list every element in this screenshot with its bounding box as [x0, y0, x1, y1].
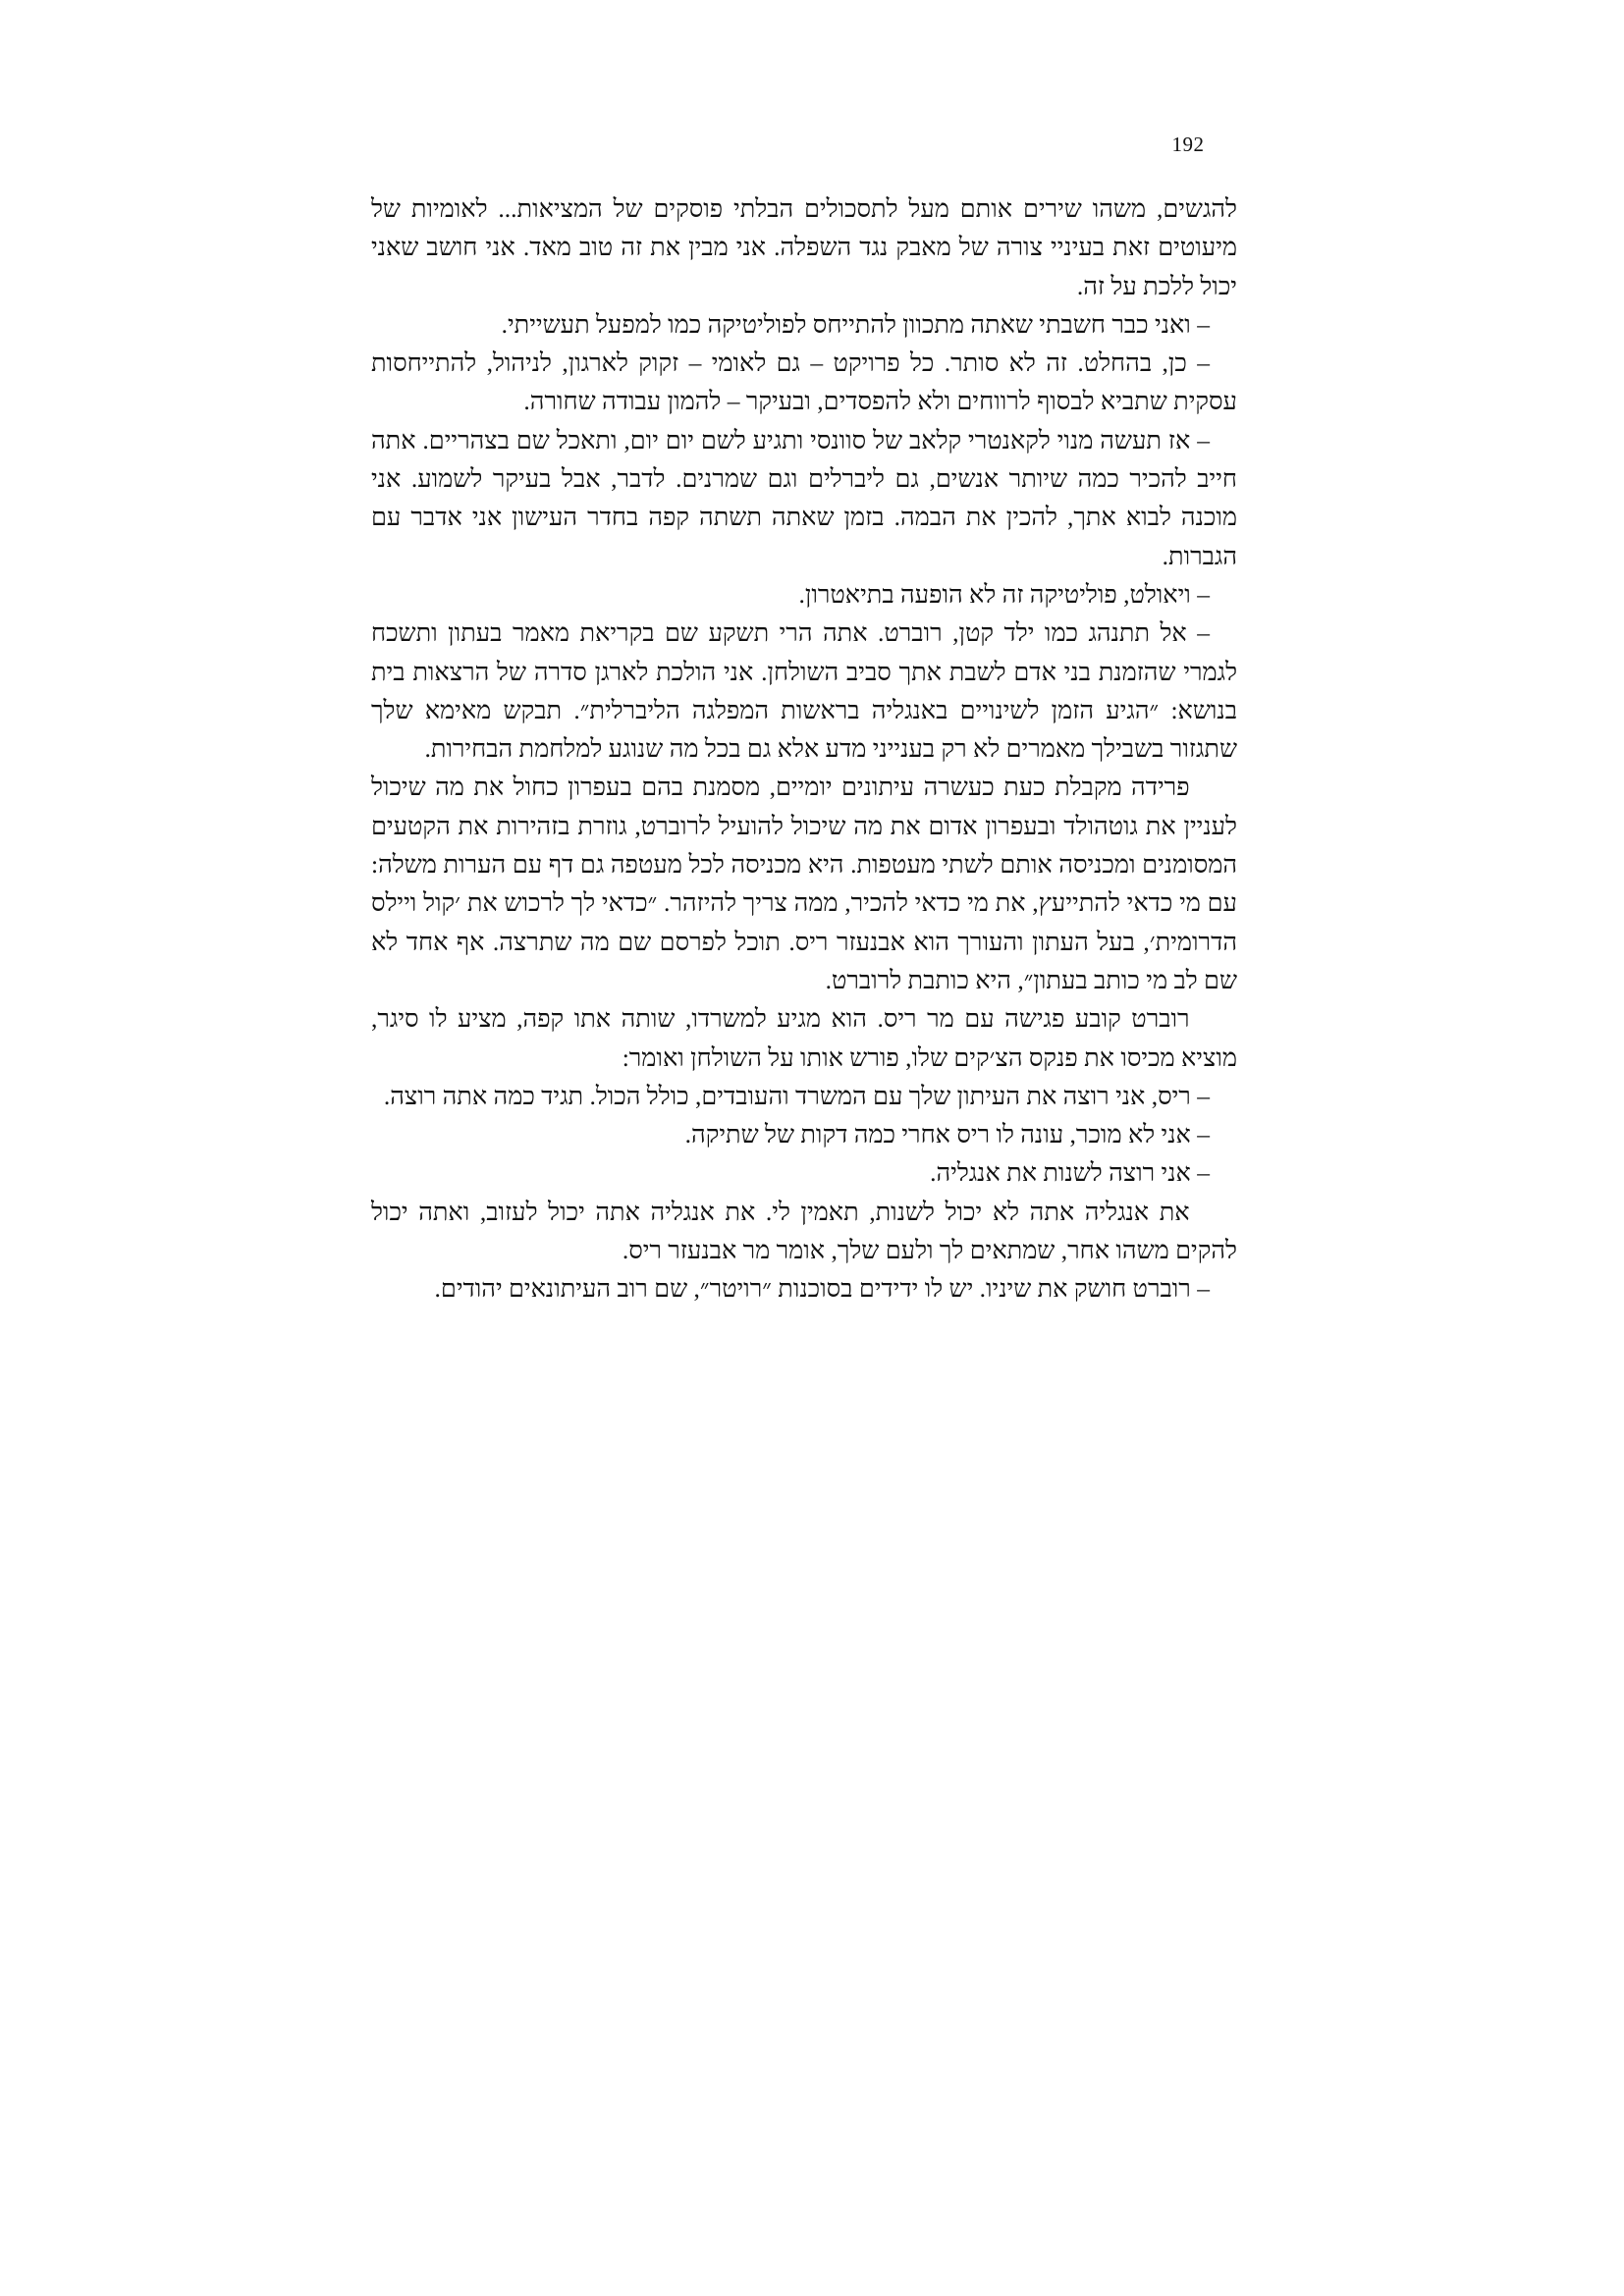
page-number: 192: [1171, 133, 1205, 156]
paragraph: את אנגליה אתה לא יכול לשנות, תאמין לי. את אנגליה אתה יכול לעזוב, ואתה יכול להקים משהו אחר, שמתאים לך ולעם שלך, אומר מר אבנעזר ריס.: [371, 1197, 1237, 1265]
paragraph: – ואני כבר חשבתי שאתה מתכוון להתייחס לפוליטיקה כמו למפעל תעשייתי.: [501, 309, 1210, 339]
paragraph: להגשים, משהו שירים אותם מעל לתסכולים הבלתי פוסקים של המציאות... לאומיות של מיעוטים זאת בעיניי צורה של מאבק נגד השפלה. אני מבין את זה טוב מאד. אני חושב שאני יכול ללכת על זה.: [371, 194, 1237, 300]
paragraph: רוברט קובע פגישה עם מר ריס. הוא מגיע למשרדו, שותה אתו קפה, מציע לו סיגר, מוציא מכיסו את פנקס הצ׳קים שלו, פורש אותו על השולחן ואומר:: [371, 1004, 1237, 1072]
main-text: [371, 189, 1237, 1308]
paragraph: – אז תעשה מנוי לקאנטרי קלאב של סוונסי ותגיע לשם יום יום, ותאכל שם בצהריים. אתה חייב להכיר כמה שיותר אנשים, גם ליברלים וגם שמרנים. לדבר, אבל בעיקר לשמוע. אני מוכנה לבוא אתך, להכין את הבמה. בזמן שאתה תשתה קפה בחדר העישון אני אדבר עם הגברות.: [371, 425, 1237, 570]
paragraph: – רוברט חושק את שיניו. יש לו ידידים בסוכנות ״רויטר״, שם רוב העיתונאים יהודים.: [434, 1274, 1210, 1304]
paragraph: – ויאולט, פוליטיקה זה לא הופעה בתיאטרון.: [798, 579, 1210, 609]
paragraph: – כן, בהחלט. זה לא סותר. כל פרויקט – גם לאומי – זקוק לארגון, לניהול, להתייחסות עסקית שתביא לבסוף לרווחים ולא להפסדים, ובעיקר – להמון עבודה שחורה.: [371, 348, 1237, 416]
paragraph: פרידה מקבלת כעת כעשרה עיתונים יומיים, מסמנת בהם בעפרון כחול את מה שיכול לעניין את גוטהולד ובעפרון אדום את מה שיכול להועיל לרוברט, גוזרת בזהירות את הקטעים המסומנים ומכניסה אותם לשתי מעטפות. היא מכניסה לכל מעטפה גם דף עם הערות משלה: עם מי כדאי להתייעץ, את מי כדאי להכיר, ממה צריך להיזהר. ״כדאי לך לרכוש את ׳קול ויילס הדרומית׳, בעל העתון והעורך הוא אבנעזר ריס. תוכל לפרסם שם מה שתרצה. אף אחד לא שם לב מי כותב בעתון״, היא כותבת לרוברט.: [371, 773, 1237, 994]
paragraph: – אני לא מוכר, עונה לו ריס אחרי כמה דקות של שתיקה.: [684, 1120, 1210, 1149]
paragraph: – אל תתנהג כמו ילד קטן, רוברט. אתה הרי תשקע שם בקריאת מאמר בעתון ותשכח לגמרי שהזמנת בני אדם לשבת אתך סביב השולחן. אני הולכת לארגן סדרה של הרצאות בית בנושא: ״הגיע הזמן לשינויים באנגליה בראשות המפלגה הליברלית״. תבקש מאימא שלך שתגזור בשבילך מאמרים לא רק בענייני מדע אלא גם בכל מה שנוגע למלחמת הבחירות.: [371, 618, 1237, 764]
paragraph: – אני רוצה לשנות את אנגליה.: [930, 1158, 1210, 1188]
paragraph: – ריס, אני רוצה את העיתון שלך עם המשרד והעובדים, כולל הכול. תגיד כמה אתה רוצה.: [383, 1081, 1210, 1110]
